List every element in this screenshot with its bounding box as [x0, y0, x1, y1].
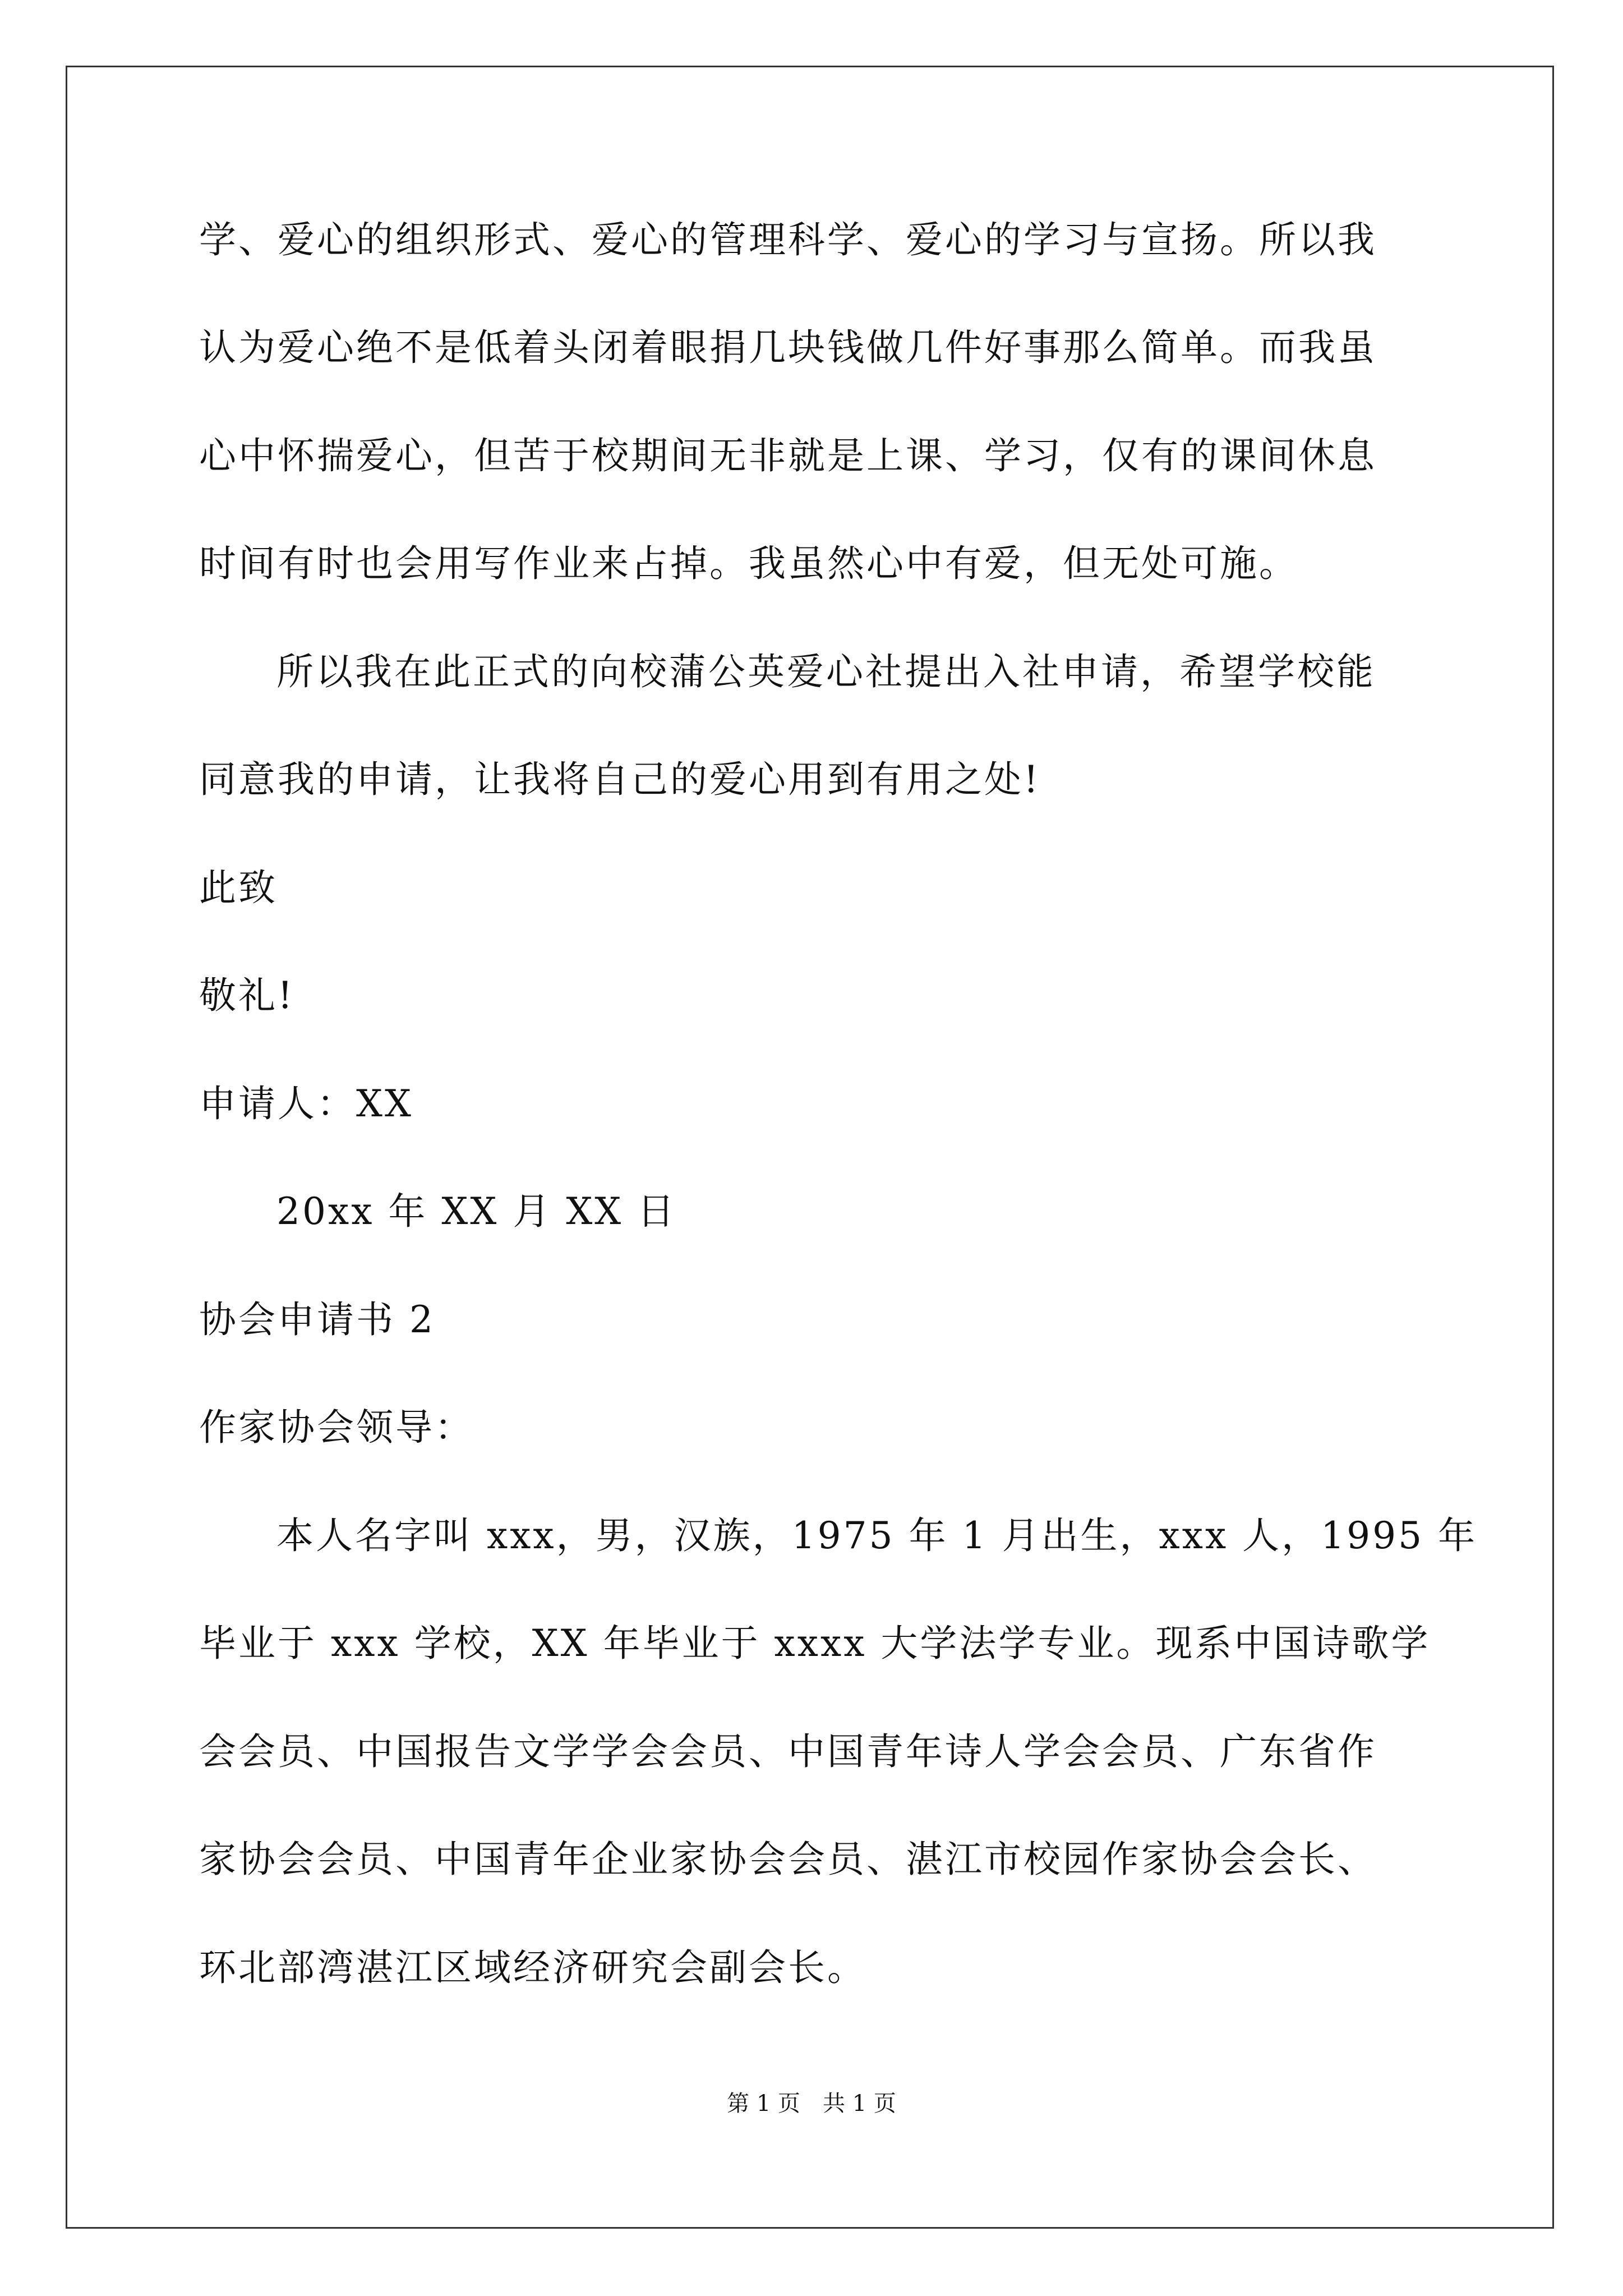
- body-line: 心中怀揣爱心，但苦于校期间无非就是上课、学习，仅有的课间休息: [199, 434, 1377, 477]
- body-line: 认为爱心绝不是低着头闭着眼捐几块钱做几件好事那么简单。而我虽: [199, 326, 1377, 369]
- body-line: 本人名字叫 xxx，男，汉族，1975 年 1 月出生，xxx 人，1995 年: [276, 1514, 1478, 1557]
- closing-regards: 敬礼!: [199, 974, 295, 1017]
- body-line: 所以我在此正式的向校蒲公英爱心社提出入社申请，希望学校能: [276, 650, 1376, 693]
- page-number-footer: 第 1 页 共 1 页: [727, 2091, 896, 2116]
- body-line: 家协会会员、中国青年企业家协会会员、湛江市校园作家协会会长、: [199, 1838, 1377, 1881]
- body-line: 环北部湾湛江区域经济研究会副会长。: [199, 1946, 866, 1989]
- body-line: 会会员、中国报告文学学会会员、中国青年诗人学会会员、广东省作: [199, 1730, 1377, 1773]
- body-line: 时间有时也会用写作业来占掉。我虽然心中有爱，但无处可施。: [199, 542, 1298, 585]
- applicant-signature: 申请人：XX: [199, 1082, 413, 1125]
- page-border: [66, 66, 1554, 2229]
- section-title: 协会申请书 2: [199, 1298, 435, 1341]
- body-line: 学、爱心的组织形式、爱心的管理科学、爱心的学习与宣扬。所以我: [199, 218, 1377, 261]
- body-line: 同意我的申请，让我将自己的爱心用到有用之处!: [199, 758, 1041, 801]
- date-line: 20xx 年 XX 月 XX 日: [276, 1190, 677, 1233]
- addressee: 作家协会领导：: [199, 1406, 474, 1449]
- closing-salutation: 此致: [199, 866, 278, 909]
- body-line: 毕业于 xxx 学校，XX 年毕业于 xxxx 大学法学专业。现系中国诗歌学: [199, 1622, 1431, 1665]
